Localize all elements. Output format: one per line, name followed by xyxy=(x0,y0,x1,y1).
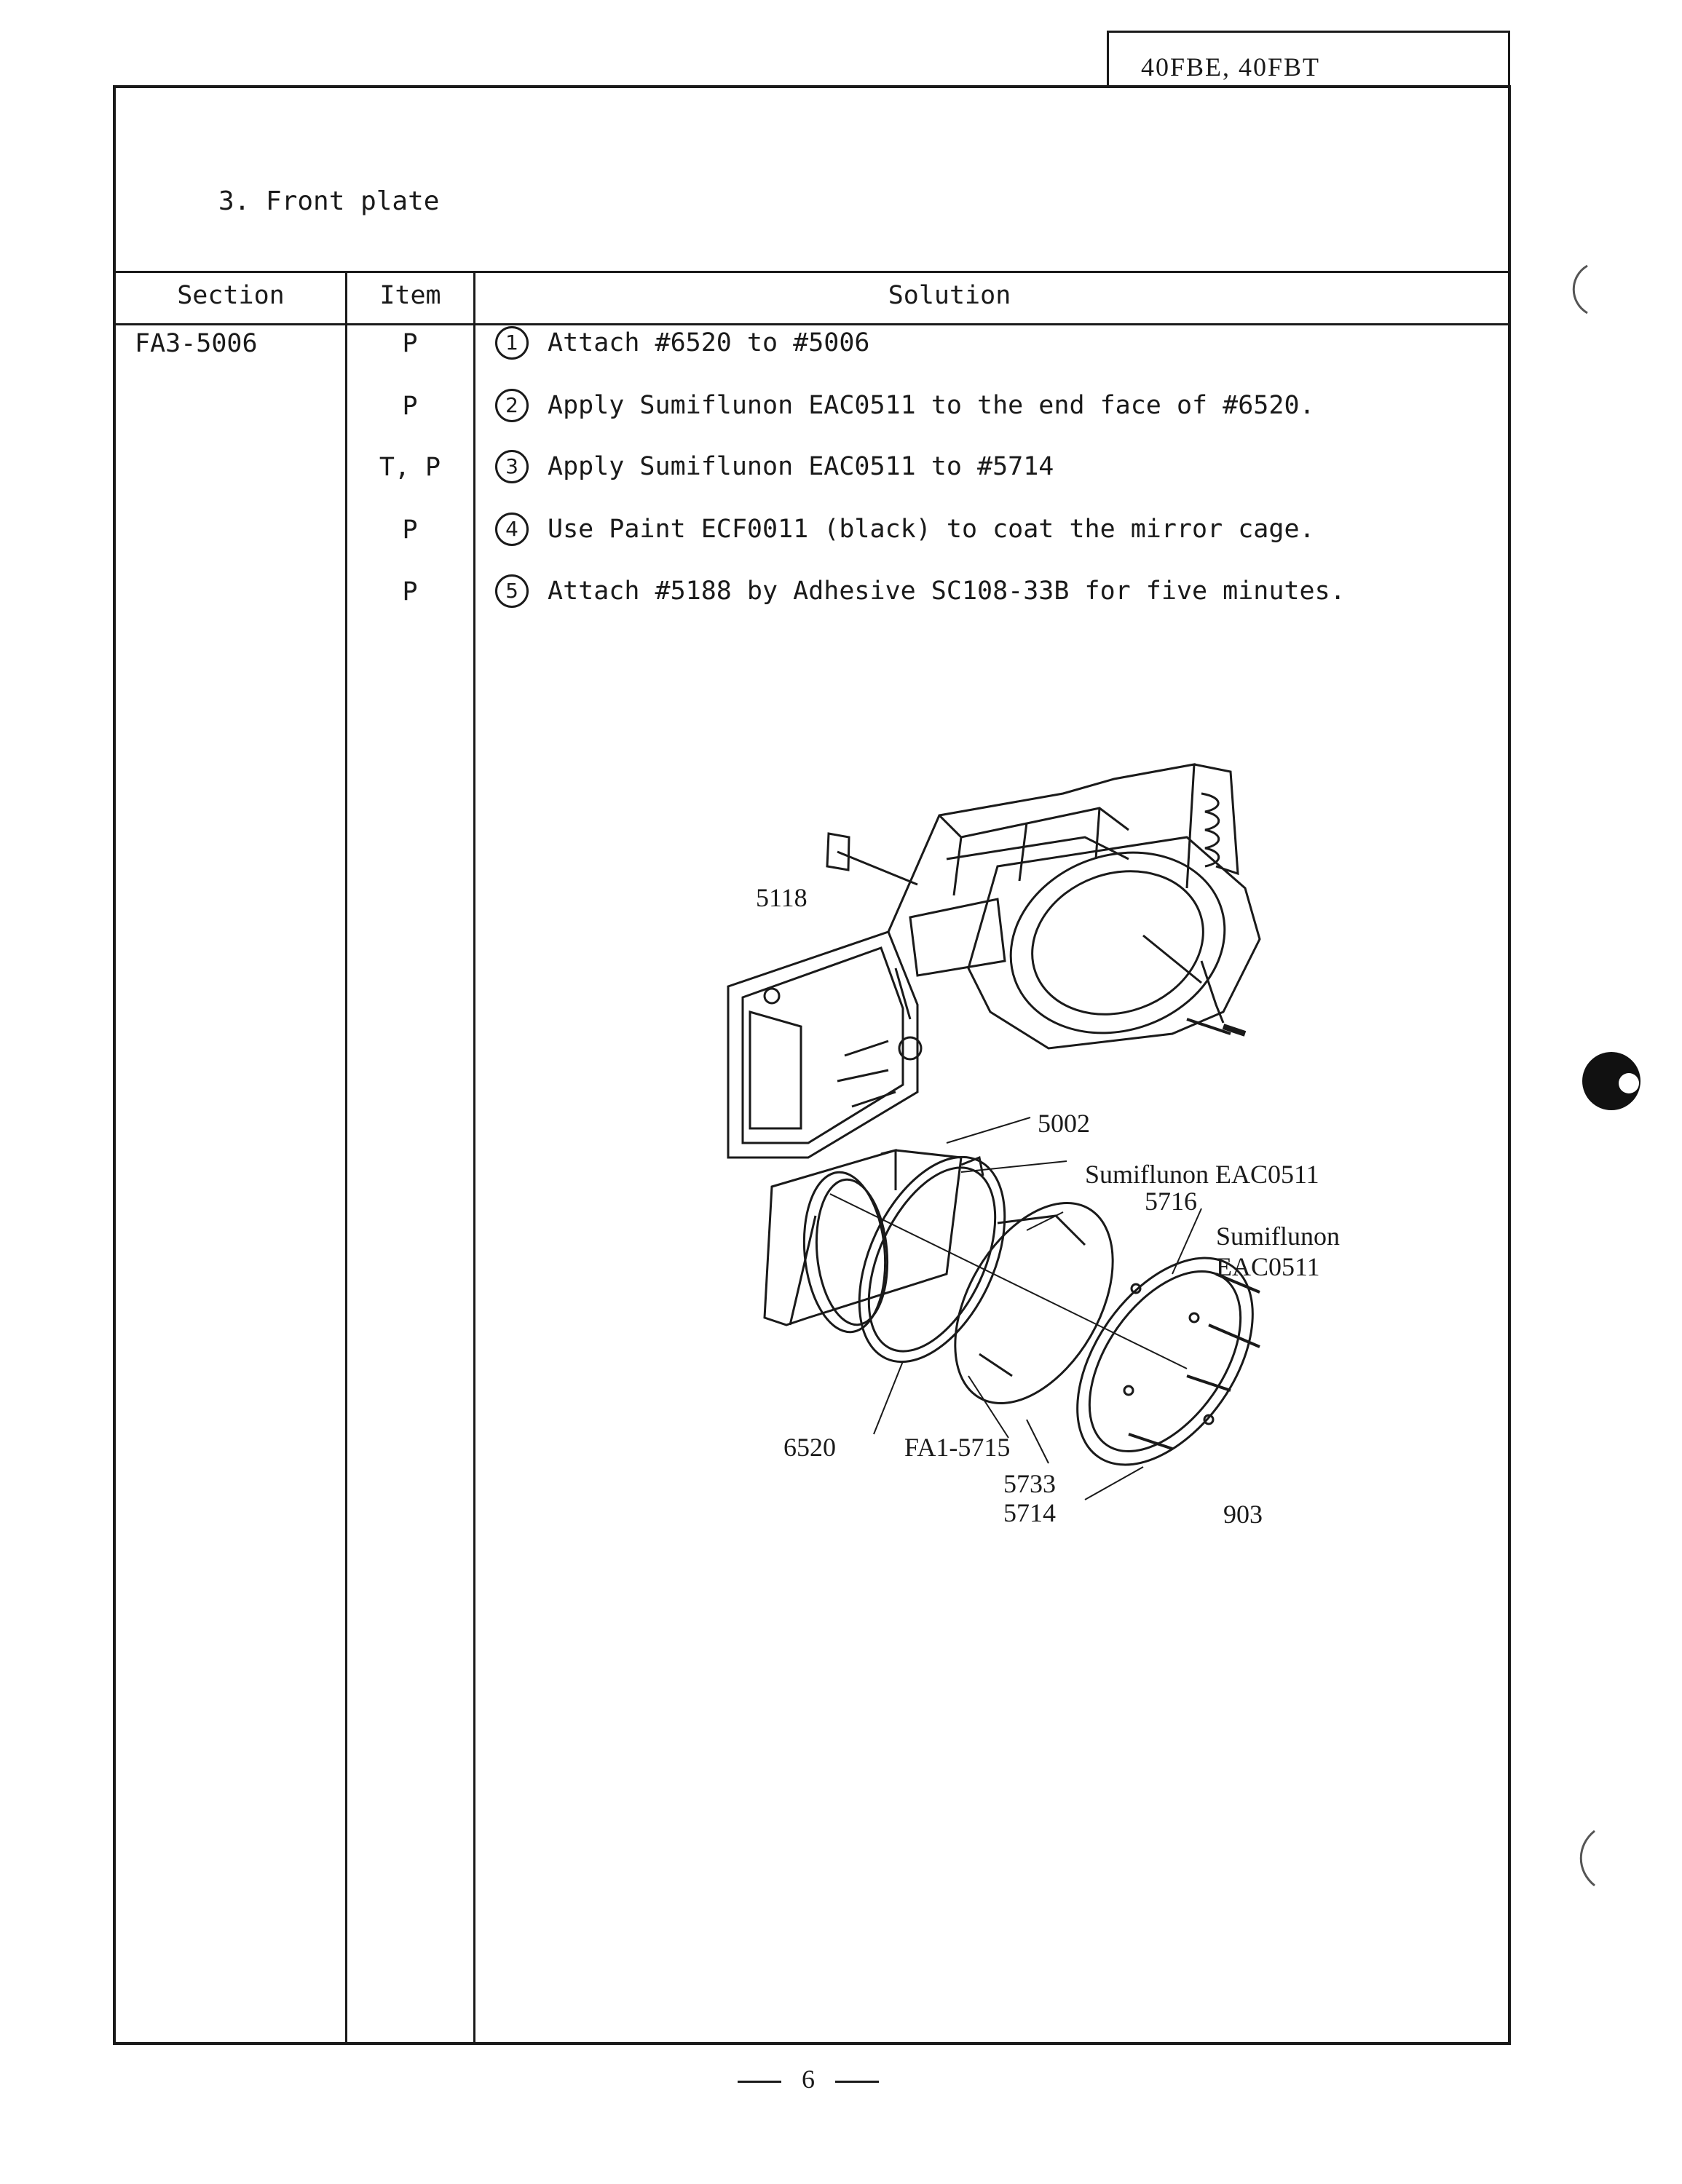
step-text-5: Attach #5188 by Adhesive SC108-33B for five minutes. xyxy=(548,577,1346,606)
step-number-1: 1 xyxy=(495,326,529,360)
model-numbers: 40FBE, 40FBT xyxy=(1141,52,1321,82)
camera-body-drawing xyxy=(728,764,1260,1158)
step-text-1: Attach #6520 to #5006 xyxy=(548,328,870,357)
section-code: FA3-5006 xyxy=(135,329,258,358)
item-code-5: P xyxy=(402,577,418,606)
screws xyxy=(1129,1274,1260,1449)
col-header-item: Item xyxy=(379,281,441,310)
col-header-solution: Solution xyxy=(888,281,1011,310)
step-3 xyxy=(495,450,1054,483)
item-code-1: P xyxy=(402,329,418,358)
step-2 xyxy=(495,389,1315,422)
step-5 xyxy=(495,574,1346,608)
label-5002: 5002 xyxy=(1038,1109,1090,1138)
label-6520: 6520 xyxy=(783,1433,836,1462)
label-5716: 5716 xyxy=(1145,1187,1197,1216)
label-5714: 5714 xyxy=(1003,1498,1056,1527)
table-header-rule xyxy=(113,323,1511,325)
dash-left xyxy=(738,2081,781,2083)
part-5714-ring xyxy=(923,1176,1145,1431)
front-plate-exploded-diagram xyxy=(721,750,1456,1543)
dash-right xyxy=(835,2081,879,2083)
step-number-2: 2 xyxy=(495,389,529,422)
label-sumiflunon-2: Sumiflunon xyxy=(1216,1222,1341,1251)
column-divider-2 xyxy=(473,271,475,2045)
step-number-5: 5 xyxy=(495,574,529,608)
label-sumiflunon-1: Sumiflunon EAC0511 xyxy=(1085,1160,1319,1189)
section-heading: 3. Front plate xyxy=(218,186,440,216)
col-header-section: Section xyxy=(177,281,285,310)
page-number-text: 6 xyxy=(802,2065,815,2094)
step-4 xyxy=(495,513,1315,546)
step-number-4: 4 xyxy=(495,513,529,546)
label-eac0511-2: EAC0511 xyxy=(1216,1252,1320,1281)
column-divider-1 xyxy=(345,271,347,2045)
page-number xyxy=(714,2064,903,2094)
label-5733: 5733 xyxy=(1003,1469,1056,1498)
step-text-2: Apply Sumiflunon EAC0511 to the end face of #6520. xyxy=(548,391,1315,420)
step-1 xyxy=(495,326,870,360)
table-top-rule xyxy=(113,271,1511,273)
scan-mark-top xyxy=(1565,262,1595,320)
punch-hole xyxy=(1576,1048,1642,1114)
label-5118: 5118 xyxy=(756,883,808,912)
part-5716-ring xyxy=(830,1134,1035,1385)
label-903: 903 xyxy=(1223,1500,1263,1529)
part-5002-front-plate xyxy=(765,1150,961,1325)
item-code-3: T, P xyxy=(379,453,441,482)
item-code-4: P xyxy=(402,515,418,545)
model-box xyxy=(1107,31,1510,86)
step-text-4: Use Paint ECF0011 (black) to coat the mirror cage. xyxy=(548,515,1315,544)
label-fa1-5715: FA1-5715 xyxy=(904,1433,1011,1462)
scan-mark-bottom xyxy=(1573,1827,1602,1893)
step-text-3: Apply Sumiflunon EAC0511 to #5714 xyxy=(548,452,1054,481)
item-code-2: P xyxy=(402,392,418,421)
step-number-3: 3 xyxy=(495,450,529,483)
